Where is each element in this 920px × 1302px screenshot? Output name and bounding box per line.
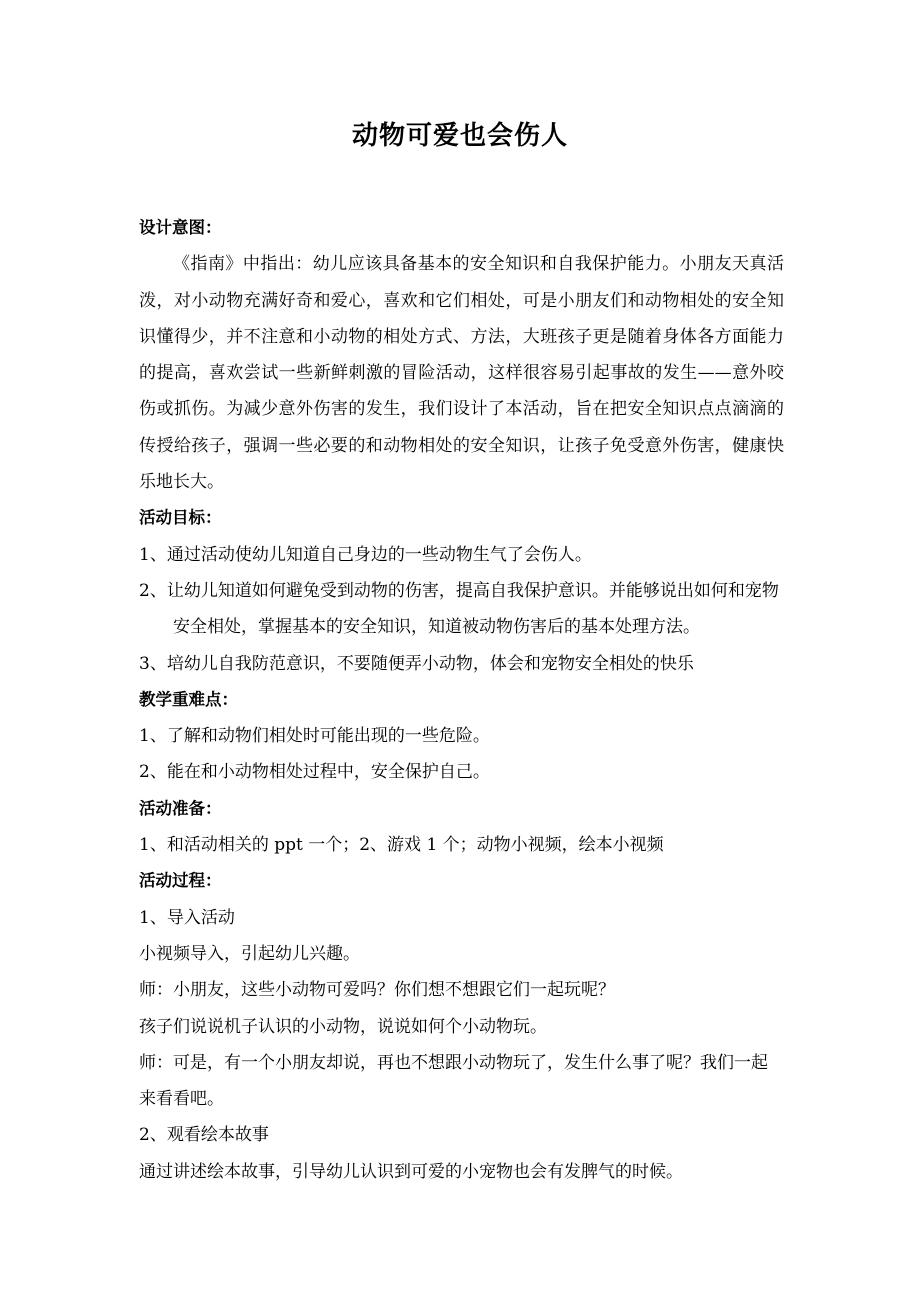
goal-item: 1、通过活动使幼儿知道自己身边的一些动物生气了会伤人。	[139, 544, 592, 565]
process-line: 小视频导入，引起幼儿兴趣。	[139, 943, 360, 964]
goal-item: 2、让幼儿知道如何避兔受到动物的伤害，提高自我保护意识。并能够说出如何和宠物安全相处，掌握基本的安全知识，知道被动物伤害后的基本处理方法。	[139, 580, 779, 638]
process-line: 通过讲述绘本故事，引导幼儿认识到可爱的小宠物也会有发脾气的时候。	[139, 1161, 683, 1182]
process-heading: 活动过程：	[139, 871, 222, 891]
goal-item: 3、培幼儿自我防范意识，不要随便弄小动物，体会和宠物安全相处的快乐	[139, 653, 694, 674]
process-line: 孩子们说说机子认识的小动物，说说如何个小动物玩。	[139, 1016, 547, 1037]
document-body	[139, 210, 784, 1190]
design-intent-heading: 设计意图：	[139, 218, 222, 237]
process-line: 2、观看绘本故事	[139, 1125, 269, 1146]
preparation-heading: 活动准备：	[139, 798, 222, 818]
document-title: 动物可爱也会伤人	[351, 121, 568, 151]
design-intent-paragraph: 《指南》中指出：幼儿应该具备基本的安全知识和自我保护能力。小朋友天真活泼，对小动物充满好奇和爱心，喜欢和它们相处，可是小朋友们和动物相处的安全知识懂得少，并不注意和小动物的相处方式、方法，大班孩子更是随着身体各方面能力的提高，喜欢尝试一些新鲜刺激的冒险活动，这样很容易引起事故的发生——意外咬伤或抓伤。为减少意外伤害的发生，我们设计了本活动，旨在把安全知识点点滴滴的传授给孩子，强调一些必要的和动物相处的安全知识，让孩子免受意外伤害，健康快乐地长大。	[139, 254, 784, 493]
process-line: 1、导入活动	[139, 907, 235, 928]
process-line: 师：可是，有一个小朋友却说，再也不想跟小动物玩了，发生什么事了呢？我们一起来看看吧。	[139, 1052, 768, 1110]
key-points-heading: 教学重难点：	[139, 689, 238, 709]
process-line: 师：小朋友，这些小动物可爱吗？你们想不想跟它们一起玩呢？	[139, 980, 615, 1001]
preparation-text: 1、和活动相关的 ppt 一个；2、游戏 1 个；动物小视频，绘本小视频	[139, 835, 664, 856]
key-point-item: 2、能在和小动物相处过程中，安全保护自己。	[139, 762, 490, 783]
key-point-item: 1、了解和动物们相处时可能出现的一些危险。	[139, 726, 490, 747]
goals-heading: 活动目标：	[139, 508, 222, 528]
